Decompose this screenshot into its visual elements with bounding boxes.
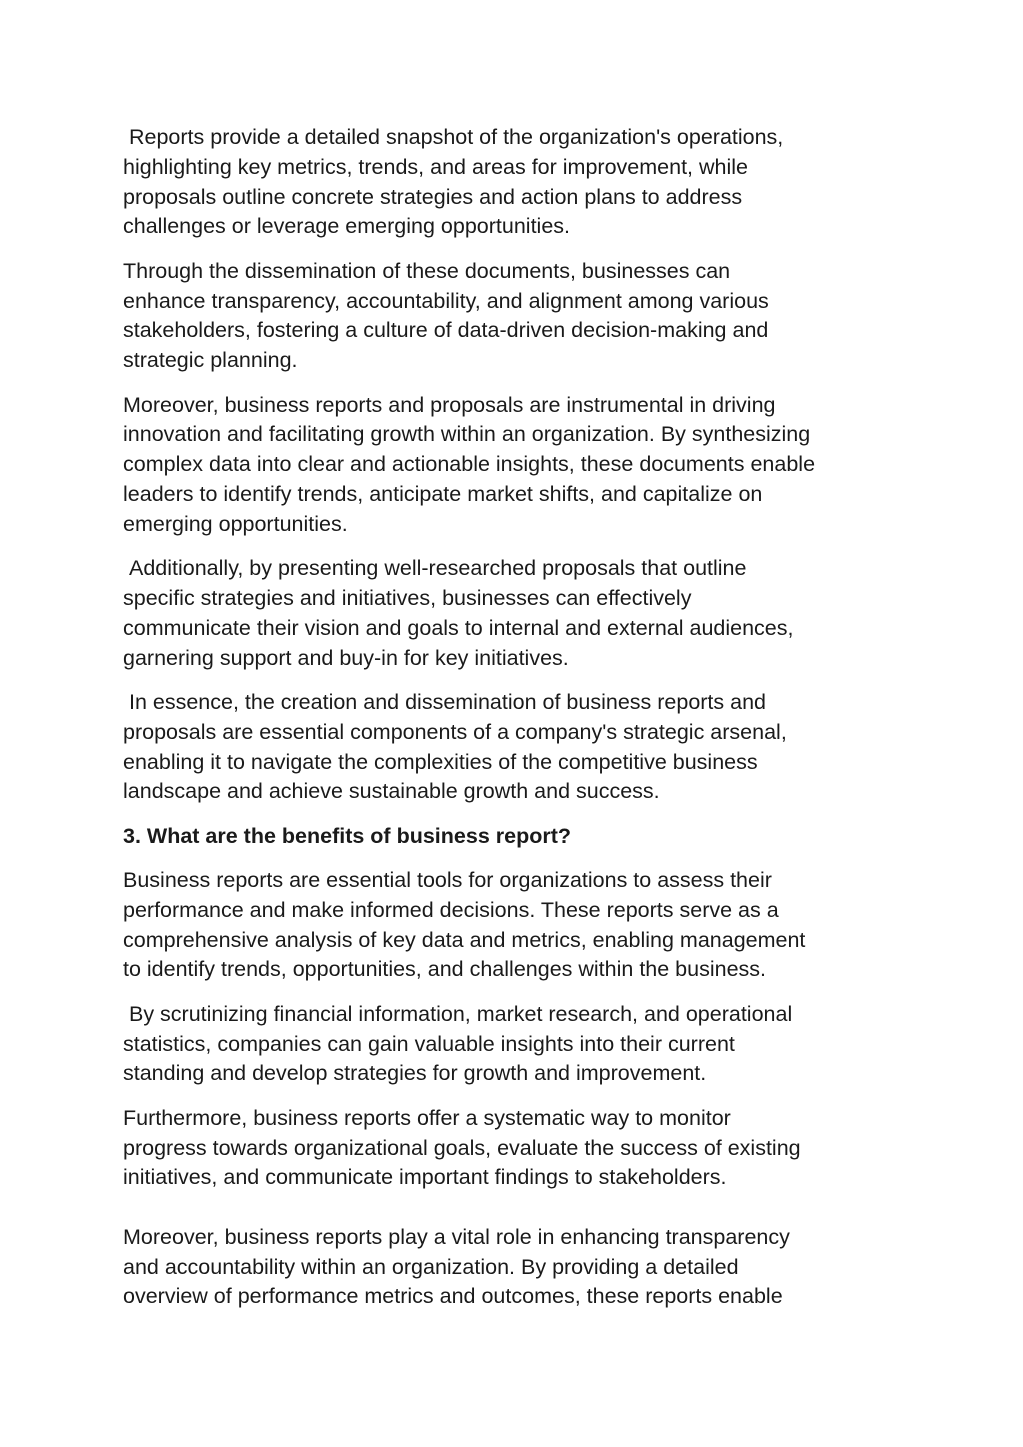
section-heading: 3. What are the benefits of business report? — [123, 823, 571, 848]
paragraph: Business reports are essential tools for organizations to assess their performance and make informed decisions. These reports serve as a comprehensive analysis of key data and metrics, enabling management to identify trends, opportunities, and challenges within the business. — [123, 868, 806, 982]
blank-line — [123, 1208, 913, 1223]
paragraph: Moreover, business reports play a vital role in enhancing transparency and accountability within an organization. By providing a detailed overview of performance metrics and outcomes, these reports enable — [123, 1224, 790, 1309]
paragraph: In essence, the creation and dissemination of business reports and proposals are essential components of a company's strategic arsenal, enabling it to navigate the complexities of the competitive business landscape and achieve sustainable growth and success. — [123, 689, 787, 804]
document-page — [123, 123, 913, 1327]
paragraph: Through the dissemination of these documents, businesses can enhance transparency, accountability, and alignment among various stakeholders, fostering a culture of data-driven decision-making and strategic planning. — [123, 258, 769, 373]
paragraph: Moreover, business reports and proposals are instrumental in driving innovation and facilitating growth within an organization. By synthesizing complex data into clear and actionable insights, these documents enable leaders to identify trends, anticipate market shifts, and capitalize on emerging opportunities. — [123, 392, 816, 536]
paragraph: Furthermore, business reports offer a systematic way to monitor progress towards organizational goals, evaluate the success of existing initiatives, and communicate important findings to stakeholders. — [123, 1105, 801, 1190]
paragraph: By scrutinizing financial information, market research, and operational statistics, companies can gain valuable insights into their current standing and develop strategies for growth and improvement. — [123, 1001, 793, 1086]
paragraph: Additionally, by presenting well-researched proposals that outline specific strategies and initiatives, businesses can effectively communicate their vision and goals to internal and external audiences, garnering support and buy-in for key initiatives. — [123, 556, 794, 670]
paragraph: Reports provide a detailed snapshot of the organization's operations, highlighting key metrics, trends, and areas for improvement, while proposals outline concrete strategies and action plans to address challenges or leverage emerging opportunities. — [123, 125, 784, 239]
